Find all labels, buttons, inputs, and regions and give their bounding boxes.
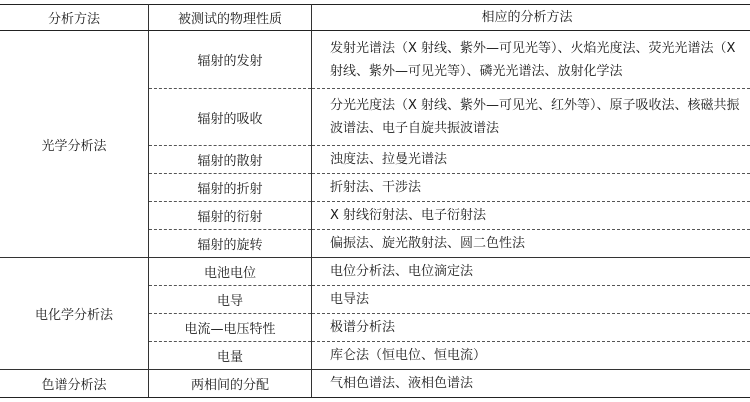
- methods-cell: 电导法: [312, 286, 750, 314]
- property-cell: 辐射的发射: [149, 31, 312, 89]
- group-method-chromatographic: 色谱分析法: [0, 370, 149, 398]
- methods-cell: 库仑法（恒电位、恒电流）: [312, 342, 750, 370]
- table-row: [0, 258, 750, 286]
- property-cell: 两相间的分配: [149, 370, 312, 398]
- group-method-electrochemical: 电化学分析法: [0, 258, 149, 370]
- table-row: [0, 370, 750, 398]
- header-row: [0, 5, 750, 31]
- group-method-optical: 光学分析法: [0, 31, 149, 258]
- property-cell: 辐射的衍射: [149, 202, 312, 230]
- property-cell: 辐射的吸收: [149, 89, 312, 146]
- table-row: [0, 31, 750, 89]
- methods-cell: 发射光谱法（X 射线、紫外—可见光等）、火焰光度法、荧光光谱法（X 射线、紫外—可见光等）、磷光光谱法、放射化学法: [330, 40, 736, 79]
- methods-cell: 浊度法、拉曼光谱法: [312, 146, 750, 174]
- methods-cell: 分光光度法（X 射线、紫外—可见光、红外等）、原子吸收法、核磁共振波谱法、电子自旋共振波谱法: [312, 89, 750, 146]
- property-cell: 电流—电压特性: [149, 314, 312, 342]
- analysis-methods-table: [0, 4, 750, 398]
- methods-cell: 极谱分析法: [312, 314, 750, 342]
- methods-cell: X 射线衍射法、电子衍射法: [312, 202, 750, 230]
- property-cell: 辐射的旋转: [149, 230, 312, 258]
- header-corresponding-methods: 相应的分析方法: [312, 5, 750, 31]
- header-property: 被测试的物理性质: [149, 5, 312, 31]
- methods-cell: 电位分析法、电位滴定法: [312, 258, 750, 286]
- property-cell: 电池电位: [149, 258, 312, 286]
- property-cell: 辐射的折射: [149, 174, 312, 202]
- header-method: 分析方法: [0, 5, 149, 31]
- methods-cell: 偏振法、旋光散射法、圆二色性法: [312, 230, 750, 258]
- property-cell: 电导: [149, 286, 312, 314]
- methods-cell: 气相色谱法、液相色谱法: [312, 370, 750, 398]
- property-cell: 电量: [149, 342, 312, 370]
- property-cell: 辐射的散射: [149, 146, 312, 174]
- methods-cell: 折射法、干涉法: [312, 174, 750, 202]
